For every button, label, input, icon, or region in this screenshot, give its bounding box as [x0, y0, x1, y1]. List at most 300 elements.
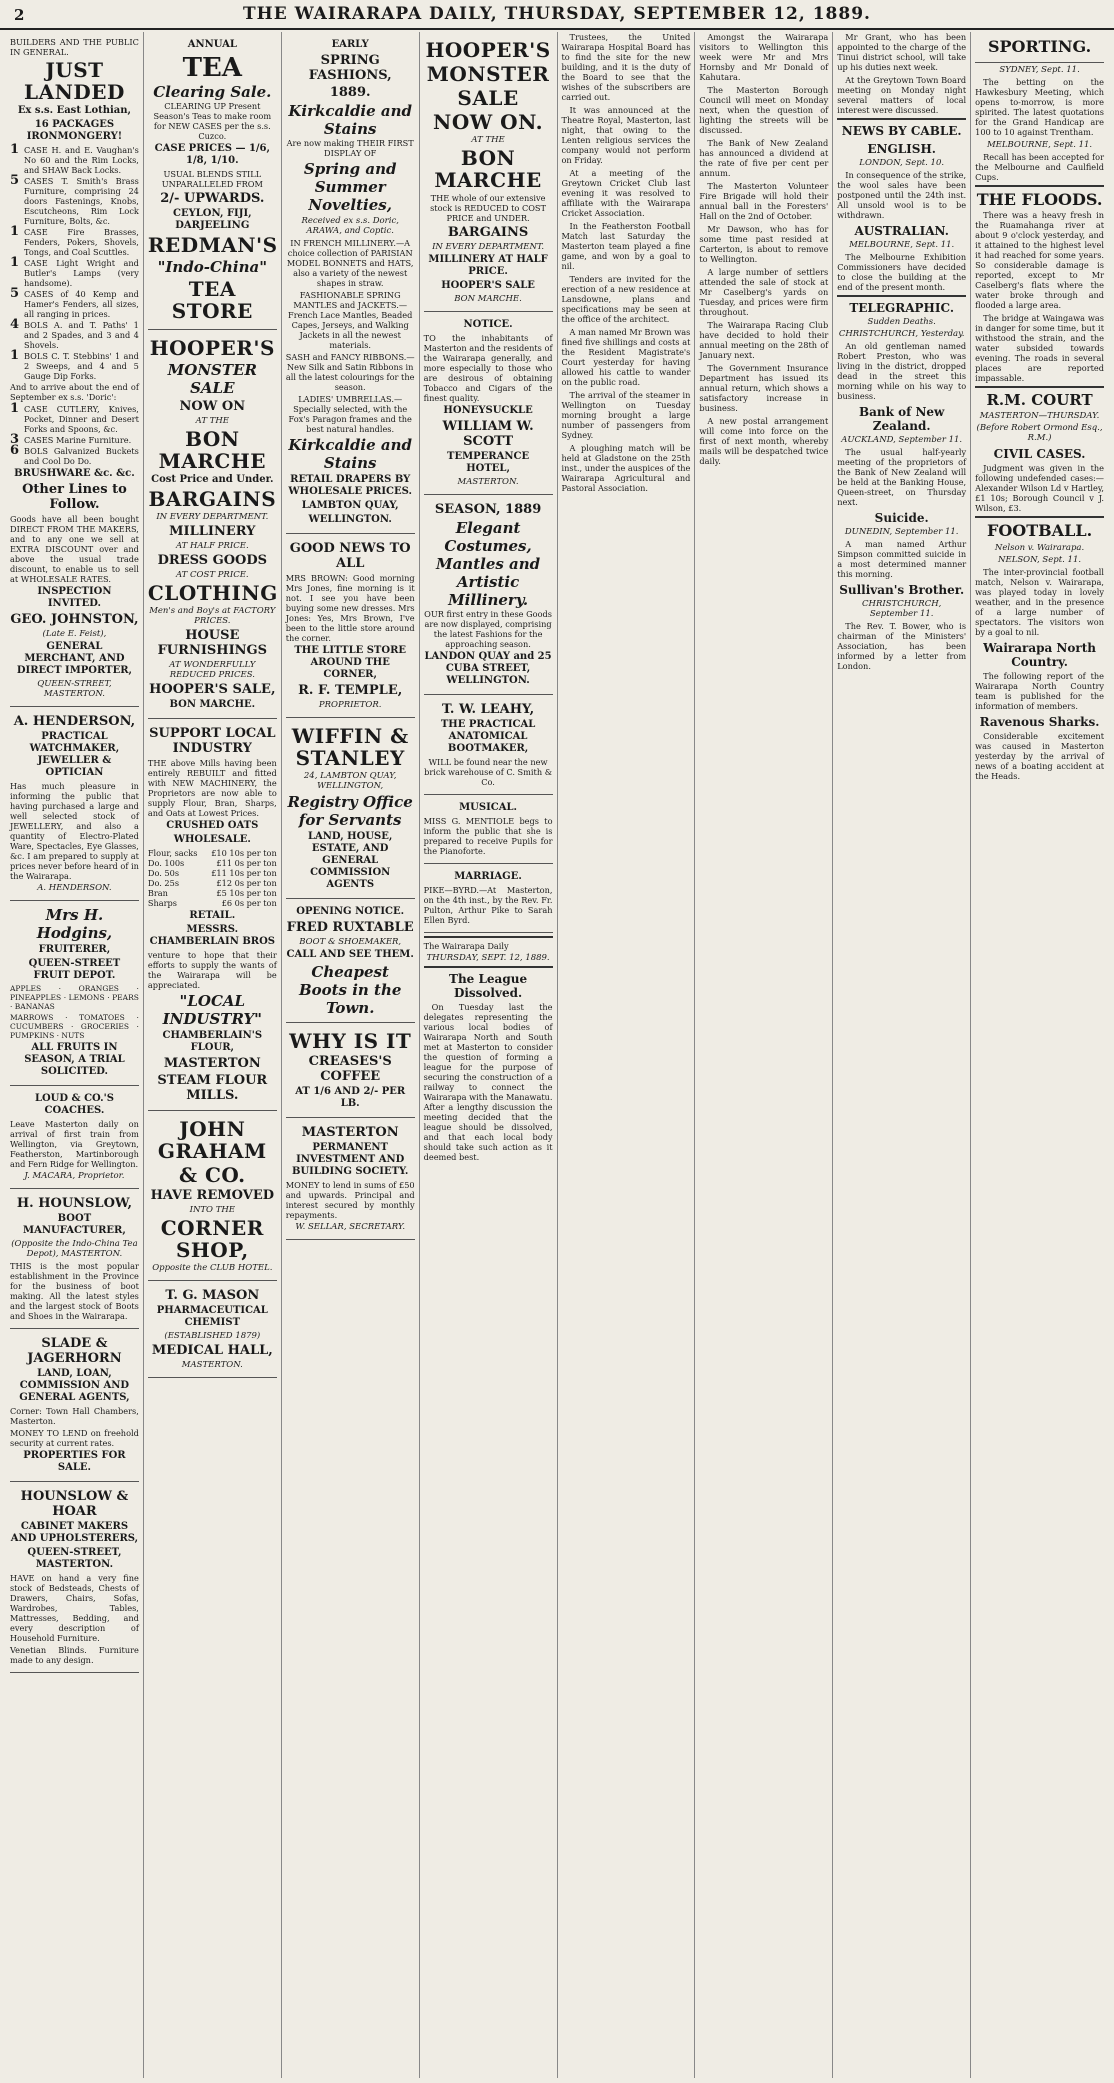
price-value: £11 10s per ton: [211, 868, 277, 878]
millinery-text-2: MILLINERY AT HALF PRICE.: [428, 254, 548, 277]
goods-note: Goods have all been bought DIRECT FROM THE MAKERS, and to any one we sell at EXTRA DISCOUNT over and above the usual trade discount, to enable us to sell at WHOLESALE RATES.: [10, 514, 139, 584]
wiffin-name: WIFFIN & STANLEY: [291, 724, 409, 770]
editorial: [424, 1002, 553, 1162]
musical-ad: [424, 795, 553, 864]
item-number: 5: [10, 286, 20, 301]
north-headline: Wairarapa North Country.: [983, 641, 1096, 669]
bon-marche-footer-2: BON MARCHE.: [454, 294, 522, 304]
support-body: THE above Mills having been entirely REBUILT and fitted with NEW MACHINERY, the Proprietors are now able to supply Flour, Bran, Sharps, and Oats at Lowest Prices.: [147, 758, 277, 818]
list-item: [10, 173, 139, 226]
news-paragraph: The Masterton Borough Council will meet on Monday next, when the question of lighting the streets will be discussed.: [699, 85, 829, 135]
hounslow-hoar-address: QUEEN-STREET, MASTERTON.: [27, 1547, 122, 1570]
masterton-heading: MASTERTON: [163, 1056, 261, 1071]
english-dateline: LONDON, Sept. 10.: [859, 158, 945, 168]
mason-ad: [148, 1281, 277, 1378]
marriage-body: PIKE—BYRD.—At Masterton, on the 4th inst., by the Rev. Fr. Pulton, Arthur Pike to Sarah Ellen Byrd.: [423, 885, 553, 925]
mason-established: (ESTABLISHED 1879): [164, 1331, 261, 1341]
clothing-sub: Men's and Boy's at FACTORY PRICES.: [149, 606, 276, 626]
suicide-dateline: DUNEDIN, September 11.: [844, 527, 959, 537]
sporting-body: The betting on the Hawkesbury Meeting, which opens to-morrow, is more spirited. The latest quotations for the Grand Handicap are 100 to 10 against Trentham.: [975, 77, 1104, 137]
slade-trade: LAND, LOAN, COMMISSION AND GENERAL AGENTS,: [19, 1368, 130, 1403]
department-text-2: IN EVERY DEPARTMENT.: [432, 242, 545, 252]
slade-ad: [10, 1329, 139, 1482]
notice-body: TO the inhabitants of Masterton and the residents of the Wairarapa generally, and more especially to those who are desirous of obtaining Tobacco and Cigars of the finest quality.: [423, 333, 553, 403]
price-from: 2/- UPWARDS.: [160, 191, 265, 206]
at-the-text: AT THE: [195, 416, 229, 426]
henderson-ad: [10, 707, 139, 901]
support-heading: SUPPORT LOCAL INDUSTRY: [149, 726, 276, 756]
north-body: The following report of the Wairarapa North Country team is published for the information of members.: [975, 671, 1104, 711]
johnston-name: GEO. JOHNSTON,: [10, 612, 139, 627]
mbis-body: MONEY to lend in sums of £50 and upwards. Principal and interest secured by monthly repayments.: [285, 1180, 415, 1220]
leahy-trade: THE PRACTICAL ANATOMICAL BOOTMAKER,: [440, 719, 536, 754]
leahy-ad: [424, 695, 553, 795]
hounslow-address: (Opposite the Indo-China Tea Depot), MASTERTON.: [11, 1239, 138, 1259]
melbourne-body: Recall has been accepted for the Melbourne and Caulfield Cups.: [975, 152, 1104, 182]
opening-notice: OPENING NOTICE.: [296, 906, 405, 917]
price-item: Do. 50s: [147, 868, 180, 878]
price-value: £10 10s per ton: [211, 848, 277, 858]
mbis-sign: W. SELLAR, SECRETARY.: [295, 1222, 406, 1232]
item-text: CASE Fire Brasses, Fenders, Pokers, Shovels, Tongs, and Coal Scuttles.: [24, 227, 139, 257]
news-paragraph: A new postal arrangement will come into force on the first of next month, whereby mails will be despatched twice daily.: [699, 416, 829, 466]
sharks-headline: Ravenous Sharks.: [979, 715, 1100, 729]
cable-news-headline: NEWS BY CABLE.: [841, 124, 962, 138]
hounslow-hoar-trade: CABINET MAKERS AND UPHOLSTERERS,: [10, 1521, 139, 1544]
early-heading: EARLY: [331, 39, 369, 50]
hoopers-sale-ad: [148, 330, 277, 719]
column-3: [282, 32, 420, 2078]
spring-summer-heading: Spring and Summer Novelties,: [303, 160, 397, 214]
masthead: [0, 0, 1114, 30]
page-number: 2: [14, 6, 25, 24]
tea-heading: TEA: [182, 53, 242, 83]
marriage-notice: [424, 864, 553, 933]
australian-dateline: MELBOURNE, Sept. 11.: [849, 240, 955, 250]
hounslow-body: THIS is the most popular establishment in the Province for the business of boot making. All the latest styles and the largest stock of Boots and Shoes in the Wairarapa.: [10, 1261, 139, 1321]
floods-body: There was a heavy fresh in the Ruamahanga river at about 9 o'clock yesterday, and it attained to the highest level it had reached for some years. So considerable damage is reported, except to Mr Caselberg's flats where the water broke through and flooded a large area.: [975, 210, 1104, 310]
henderson-body: Has much pleasure in informing the public that having purchased a large and well selected stock of JEWELLERY, and also a quantity of Electro-Plated Ware, Spectacles, Eye Glasses, &c. I am prepared to supply at prices never before heard of in the Wairarapa.: [10, 781, 139, 881]
graham-co: & CO.: [178, 1163, 246, 1187]
news-paragraph: At the Greytown Town Board meeting on Monday night several matters of local interest were discussed.: [837, 75, 967, 115]
item-number: 6: [10, 443, 20, 458]
item-number: 1: [10, 142, 20, 157]
news-paragraph: The arrival of the steamer in Wellington on Tuesday morning brought a large number of passengers from Sydney.: [561, 390, 691, 440]
call-see: CALL AND SEE THEM.: [286, 949, 414, 960]
mason-address: MASTERTON.: [181, 1360, 243, 1370]
lambton-quay: LAMBTON QUAY,: [301, 500, 399, 511]
bank-body: The usual half-yearly meeting of the proprietors of the Bank of New Zealand will be held at the Banking House, Queen-street, on Thursday next.: [837, 447, 967, 507]
list-item: [10, 348, 139, 381]
item-number: 3: [10, 432, 20, 447]
annual-heading: ANNUAL: [187, 39, 237, 50]
hounslow-trade: BOOT MANUFACTURER,: [23, 1213, 126, 1236]
divider: [975, 516, 1104, 518]
news-paragraph: The Wairarapa Racing Club have decided to hold their annual meeting on the 28th of January next.: [699, 320, 829, 360]
monster-heading: MONSTER: [426, 62, 550, 86]
fred-trade: BOOT & SHOEMAKER,: [299, 937, 402, 947]
football-headline: FOOTBALL.: [986, 521, 1093, 540]
ruxtable-ad: [286, 899, 415, 1023]
suicide-headline: Suicide.: [874, 511, 929, 525]
creases-heading: CREASES'S COFFEE: [308, 1054, 392, 1084]
medical-hall-heading: MEDICAL HALL,: [151, 1343, 273, 1358]
editorial-headline: The League Dissolved.: [449, 972, 528, 1000]
news-paragraph: At a meeting of the Greytown Cricket Club last evening it was resolved to affiliate with the Wairarapa Cricket Association.: [561, 168, 691, 218]
price-item: Do. 100s: [147, 858, 185, 868]
sporting-dateline: SYDNEY, Sept. 11.: [999, 65, 1080, 75]
bargains-heading: BARGAINS: [148, 487, 277, 511]
item-text: CASE CUTLERY, Knives, Pocket, Dinner and Desert Forks and Spoons, &c.: [24, 404, 139, 434]
novelties-body: IN FRENCH MILLINERY.—A choice collection of PARISIAN MODEL BONNETS and HATS, also a variety of the newest shapes in straw.: [286, 238, 414, 288]
price-row: [148, 868, 277, 878]
price-item: Bran: [147, 888, 168, 898]
hounslow-hoar-name: HOUNSLOW & HOAR: [20, 1489, 129, 1519]
news-paragraph: The Government Insurance Department has issued its annual return, which shows a satisfactory increase in business.: [699, 363, 829, 413]
bon-marche-heading: BON MARCHE: [158, 427, 266, 473]
corner-shop-heading: CORNER SHOP,: [160, 1216, 264, 1262]
year-heading: 1889.: [329, 85, 371, 100]
fruits-left: APPLES · ORANGES · PINEAPPLES · LEMONS · PEARS · BANANAS: [10, 984, 139, 1011]
australian-headline: AUSTRALIAN.: [854, 224, 949, 238]
list-item: [10, 443, 139, 466]
kirkcaldie-footer: Kirkcaldie and Stains: [288, 436, 413, 472]
hoopers-heading: HOOPER'S: [149, 336, 275, 360]
indo-china-name: "Indo-China": [157, 258, 268, 276]
news-paragraph: A man named Mr Brown was fined five shillings and costs at the Resident Magistrate's Court yesterday for having allowed his cattle to wander on the public road.: [561, 327, 691, 387]
hounslow-ad: [10, 1189, 139, 1329]
list-item: [10, 255, 139, 288]
clothing-heading: CLOTHING: [147, 581, 278, 605]
retail-heading: RETAIL.: [189, 910, 236, 921]
musical-body: MISS G. MENTIOLE begs to inform the public that she is prepared to receive Pupils for the Pianoforte.: [423, 816, 553, 856]
list-item: [10, 432, 139, 447]
bon-marche-footer: BON MARCHE.: [169, 699, 256, 710]
leahy-body: WILL be found near the new brick warehouse of C. Smith & Co.: [424, 757, 552, 787]
floods-body-2: The bridge at Waingawa was in danger for some time, but it withstood the strain, and the water subsided towards evening. The roads in several places are reported impassable.: [975, 313, 1104, 383]
news-paragraph: A ploughing match will be held at Gladstone on the 25th inst., under the auspices of the Wairarapa Agricultural and Pastoral Association.: [561, 443, 691, 493]
court-body: Judgment was given in the following undefended cases:—Alexander Wilson Ld v Hartley, £1 10s; Borough Council v J. Wilson, £3.: [975, 463, 1104, 513]
tea-store-heading: TEA STORE: [171, 277, 253, 323]
artistic-body: OUR first entry in these Goods are now displayed, comprising the latest Fashions for the approaching season.: [424, 609, 552, 649]
leahy-name: T. W. LEAHY,: [441, 702, 535, 717]
divider: [424, 936, 553, 938]
price-item: Sharps: [147, 898, 177, 908]
local-industry-heading: "LOCAL INDUSTRY": [162, 992, 262, 1028]
building-society-ad: [286, 1118, 415, 1240]
hoopers-heading-2: HOOPER'S: [425, 38, 551, 62]
temple-name: R. F. TEMPLE,: [298, 683, 403, 698]
brushware-heading: BRUSHWARE &c. &c.: [14, 468, 135, 479]
flour-heading: CHAMBERLAIN'S FLOUR,: [162, 1030, 263, 1053]
price-row: [148, 878, 277, 888]
bank-headline: Bank of New Zealand.: [858, 405, 945, 433]
received-text: Received ex s.s. Doric, ARAWA, and Coptic.: [301, 216, 399, 236]
costume-body: FASHIONABLE SPRING MANTLES and JACKETS.—French Lace Mantles, Beaded Capes, Jerseys, and Walking Jackets in all the newest materials.: [288, 290, 413, 350]
ironmongery-list-2: [10, 401, 139, 466]
telegraphic-headline: TELEGRAPHIC.: [849, 301, 955, 315]
redman-name: REDMAN'S: [147, 233, 278, 257]
marriage-heading: MARRIAGE.: [454, 871, 522, 882]
coffee-price: AT 1/6 AND 2/- PER LB.: [295, 1086, 406, 1109]
johnston-sub: (Late E. Feist),: [42, 629, 107, 639]
column-1: [6, 32, 144, 2078]
divider: [837, 118, 966, 120]
football-sub: Nelson v. Wairarapa.: [994, 543, 1085, 553]
coaches-ad: [10, 1086, 139, 1189]
news-paragraph: Trustees, the United Wairarapa Hospital Board has to find the site for the new building, and it is the duty of the Board to see that the wishes of the subscribers are carried out.: [561, 32, 691, 102]
artistic-heading: Artistic Millinery.: [448, 573, 529, 609]
clearing-heading: Clearing Sale.: [153, 83, 272, 101]
notice-heading: NOTICE.: [463, 319, 513, 330]
other-lines-heading: Other Lines to Follow.: [22, 482, 127, 512]
telegraphic-sub: Sudden Deaths.: [867, 317, 936, 327]
ironmongery-ad: [10, 32, 139, 707]
item-number: 1: [10, 224, 20, 239]
intro-text: BUILDERS AND THE PUBLIC IN GENERAL.: [10, 37, 139, 57]
hoopers-sale-footer-2: HOOPER'S SALE: [441, 280, 535, 291]
opposite-club-text: Opposite the CLUB HOTEL.: [152, 1263, 273, 1273]
item-number: 4: [10, 317, 20, 332]
floods-headline: THE FLOODS.: [976, 190, 1103, 209]
price-value: £12 0s per ton: [216, 878, 277, 888]
graham-name: JOHN GRAHAM: [157, 1117, 267, 1163]
inspection-heading: INSPECTION INVITED.: [37, 586, 112, 609]
item-number: 1: [10, 401, 20, 416]
fred-name: FRED RUXTABLE: [286, 920, 414, 935]
little-store-heading: THE LITTLE STORE AROUND THE CORNER,: [294, 645, 407, 680]
mbis-heading: MASTERTON: [301, 1125, 399, 1140]
hodgins-address: QUEEN-STREET FRUIT DEPOT.: [28, 958, 121, 981]
column-2: [144, 32, 282, 2078]
umbrella-body: LADIES' UMBRELLAS.—Specially selected, with the Fox's Paragon frames and the best natural handles.: [288, 394, 412, 434]
showing-text: Are now making THEIR FIRST DISPLAY OF: [286, 138, 414, 158]
temple-trade: PROPRIETOR.: [318, 700, 382, 710]
good-news-heading: GOOD NEWS TO ALL: [289, 541, 411, 571]
coach-body: Leave Masterton daily on arrival of first train from Wellington, via Greytown, Featherston, Martinborough and Fern Ridge for Wellington.: [10, 1119, 139, 1169]
discount-text: USUAL BLENDS STILL UNPARALLELED FROM: [161, 169, 263, 189]
spring-fashions-heading: SPRING FASHIONS,: [308, 53, 392, 83]
slade-address: Corner: Town Hall Chambers, Masterton.: [10, 1406, 139, 1426]
list-item: [10, 286, 139, 319]
sharks-body: Considerable excitement was caused in Masterton yesterday by the arrival of news of a boating accident at the Heads.: [975, 731, 1104, 781]
news-paragraph: Amongst the Wairarapa visitors to Wellington this week were Mr and Mrs Hornsby and Mr Donald of Kahutara.: [699, 32, 829, 82]
packages-heading: 16 PACKAGES IRONMONGERY!: [26, 119, 123, 142]
price-row: [148, 858, 277, 868]
editorial-body: On Tuesday last the delegates representing the various local bodies of Wairarapa North and South met at Masterton to consider the question of forming a league for the purpose of securing the construction of a railway to connect the Wairarapa with the Manawatu. After a lengthy discussion the meeting decided that the league should be dissolved, and that each local body should take such action as it deemed best.: [423, 1002, 553, 1162]
suicide-body: A man named Arthur Simpson committed suicide in a most determined manner this morning.: [837, 539, 967, 579]
arrival-note: And to arrive about the end of September ex s.s. 'Doric':: [10, 382, 139, 402]
just-landed-heading: JUST LANDED: [24, 58, 125, 104]
coach-name: LOUD & CO.'S COACHES.: [34, 1093, 114, 1116]
coach-sign: J. MACARA, Proprietor.: [24, 1171, 125, 1181]
scott-name: WILLIAM W. SCOTT: [442, 419, 534, 449]
into-the-text: INTO THE: [189, 1205, 236, 1215]
retail-drapers: RETAIL DRAPERS BY WHOLESALE PRICES.: [288, 474, 412, 497]
divider: [975, 386, 1104, 388]
price-value: £5 10s per ton: [216, 888, 277, 898]
half-price-text: AT HALF PRICE.: [175, 541, 249, 551]
list-item: [10, 142, 139, 175]
list-item: [10, 317, 139, 350]
elegant-heading: Elegant Costumes, Mantles and: [435, 519, 541, 573]
sullivan-dateline: CHRISTCHURCH, September 11.: [862, 599, 942, 619]
graham-ad: [148, 1111, 277, 1281]
sullivan-body: The Rev. T. Bower, who is chairman of the Ministers' Association, has been informed by a letter from London.: [837, 621, 967, 671]
kirkcaldie-ad: [286, 32, 415, 534]
monster-sale-heading: MONSTER SALE: [167, 361, 257, 397]
bargains-heading-2: BARGAINS: [447, 225, 529, 240]
musical-heading: MUSICAL.: [459, 802, 518, 813]
item-text: CASES of 40 Kemp and Hamer's Fenders, all sizes, all ranging in prices.: [24, 289, 139, 319]
sporting-headline: SPORTING.: [975, 32, 1104, 63]
why-heading: WHY IS IT: [289, 1029, 412, 1053]
scott-address: MASTERTON.: [457, 477, 519, 487]
item-number: 5: [10, 173, 20, 188]
hounslow-hoar-body: HAVE on hand a very fine stock of Bedsteads, Chests of Drawers, Chairs, Sofas, Wardrobes, Tables, Mattresses, Bedding, and every description of Household Furniture.: [10, 1573, 139, 1643]
sale-body: THE whole of our extensive stock is REDUCED to COST PRICE and UNDER.: [430, 193, 546, 223]
chamberlain-sub: venture to hope that their efforts to supply the wants of the Wairarapa will be appreciated.: [147, 950, 277, 990]
english-headline: ENGLISH.: [867, 142, 936, 156]
football-dateline: NELSON, Sept. 11.: [998, 555, 1082, 565]
mason-name: T. G. MASON: [165, 1288, 260, 1303]
fancy-body: SASH and FANCY RIBBONS.—New Silk and Satin Ribbons in all the latest colourings for the season.: [285, 352, 415, 392]
court-judge: (Before Robert Ormond Esq., R.M.): [976, 423, 1103, 443]
football-body: The inter-provincial football match, Nelson v. Wairarapa, was played today in lovely weather, and in the presence of a large number of spectators. The visitors won by a goal to nil.: [975, 567, 1104, 637]
now-on-heading: NOW ON: [179, 399, 246, 414]
hoopers-monster-ad: [424, 32, 553, 312]
sullivan-headline: Sullivan's Brother.: [839, 583, 965, 597]
price-item: Flour, sacks: [147, 848, 198, 858]
price-row: [148, 898, 277, 908]
money-lent: MONEY TO LEND on freehold security at current rates.: [10, 1428, 139, 1448]
mason-trade: PHARMACEUTICAL CHEMIST: [156, 1305, 268, 1328]
temple-ad: [286, 534, 415, 718]
court-dateline: MASTERTON—THURSDAY.: [979, 411, 1100, 421]
divider: [424, 966, 553, 968]
column-5: [558, 32, 696, 2078]
fruits-note: ALL FRUITS IN SEASON, A TRIAL SOLICITED.: [24, 1042, 125, 1077]
steam-flour-heading: STEAM FLOUR MILLS.: [157, 1073, 268, 1103]
news-paragraph: In the Featherston Football Match last Saturday the Masterton team played a fine game, and won by a goal to nil.: [561, 221, 691, 271]
item-text: BOLS A. and T. Paths' 1 and 2 Spades, and 3 and 4 Shovels.: [24, 320, 139, 350]
news-paragraph: The Masterton Volunteer Fire Brigade will hold their annual ball in the Foresters' Hall on the 2nd of October.: [699, 181, 829, 221]
properties-heading: PROPERTIES FOR SALE.: [23, 1450, 126, 1473]
price-row: [148, 848, 277, 858]
tobacco-notice: [424, 312, 553, 495]
item-number: 1: [10, 348, 20, 363]
tea-sale-ad: [148, 32, 277, 330]
fruits-right: MARROWS · TOMATOES · CUCUMBERS · GROCERIES · PUMPKINS · NUTS: [10, 1013, 139, 1040]
henderson-sign: A. HENDERSON.: [37, 883, 112, 893]
item-text: CASES T. Smith's Brass Furniture, comprising 24 doors Fastenings, Knobs, Escutcheons, Rim Lock Furniture, Bolts, &c.: [24, 176, 139, 226]
news-paragraph: The Bank of New Zealand has announced a dividend at the rate of five per cent per annum.: [699, 138, 829, 178]
crushed-oats-heading: CRUSHED OATS: [166, 820, 259, 831]
bon-marche-heading-2: BON MARCHE: [434, 146, 542, 192]
item-text: CASES Marine Furniture.: [24, 435, 132, 445]
column-4: [420, 32, 558, 2078]
column-8: [971, 32, 1108, 2078]
season-heading: SEASON, 1889: [434, 502, 542, 517]
millinery-heading: MILLINERY: [169, 524, 256, 539]
columns: [6, 32, 1108, 2078]
telegraphic-body: An old gentleman named Robert Preston, who was living in the district, dropped dead in the street this morning while on his way to business.: [837, 341, 967, 401]
furnishings-sub: AT WONDERFULLY REDUCED PRICES.: [169, 660, 256, 680]
johnston-trade: GENERAL MERCHANT, AND DIRECT IMPORTER,: [16, 641, 132, 676]
news-paragraph: It was announced at the Theatre Royal, Masterton, last night, that owing to the Lenten religious services the company would not perform on Friday.: [561, 105, 691, 165]
at-the-text-2: AT THE: [471, 135, 505, 145]
item-text: CASE Light Wright and Butler's Lamps (very handsome).: [24, 258, 139, 288]
hodgins-name: Mrs H. Hodgins,: [36, 906, 113, 942]
price-value: £11 0s per ton: [216, 858, 277, 868]
column-6: [695, 32, 833, 2078]
department-text: IN EVERY DEPARTMENT.: [156, 512, 269, 522]
sale-heading: SALE: [457, 86, 519, 110]
news-paragraph: Mr Grant, who has been appointed to the charge of the Tinui district school, will take up his duties next week.: [837, 32, 967, 72]
honeysuckle-heading: HONEYSUCKLE: [443, 405, 533, 416]
hodgins-ad: [10, 901, 139, 1086]
bank-dateline: AUCKLAND, September 11.: [841, 435, 963, 445]
newspaper-title: THE WAIRARAPA DAILY, THURSDAY, SEPTEMBER 12, 1889.: [243, 4, 871, 24]
news-paragraph: Mr Dawson, who has for some time past resided at Carterton, is about to remove to Wellington.: [699, 224, 829, 264]
landon-address: LANDON QUAY and 25 CUBA STREET, WELLINGTON.: [424, 651, 552, 686]
hounslow-hoar-ad: [10, 1482, 139, 1673]
cost-price-heading: Cost Price and Under.: [151, 474, 274, 485]
list-item: [10, 401, 139, 434]
mbis-sub: PERMANENT INVESTMENT AND BUILDING SOCIETY.: [292, 1142, 409, 1177]
removed-heading: HAVE REMOVED: [150, 1188, 275, 1203]
list-item: [10, 224, 139, 257]
news-paragraph: A large number of settlers attended the sale of stock at Mr Caselberg's yards on Tuesday, and prices were firm throughout.: [699, 267, 829, 317]
wiffin-address: 24, LAMBTON QUAY, WELLINGTON,: [303, 771, 397, 791]
slade-name: SLADE & JAGERHORN: [27, 1336, 122, 1366]
hodgins-trade: FRUITERER,: [38, 944, 111, 955]
scott-trade: TEMPERANCE HOTEL,: [447, 451, 530, 474]
item-text: BOLS C. T. Stebbins' 1 and 2 Sweeps, and 4 and 5 Gauge Dip Forks.: [24, 351, 139, 381]
now-on-heading-2: NOW ON.: [433, 110, 544, 134]
dress-goods-heading: DRESS GOODS: [157, 553, 268, 568]
column-7: [833, 32, 971, 2078]
clearing-body: CLEARING UP Present Season's Teas to make room for NEW CASES per the s.s. Cuzco.: [153, 101, 272, 141]
divider: [837, 295, 966, 297]
cheapest-boots: Cheapest Boots in the Town.: [298, 963, 402, 1017]
season-ad: [424, 495, 553, 695]
australian-body: The Melbourne Exhibition Commissioners have decided to close the building at the end of the present month.: [837, 252, 967, 292]
court-sub: CIVIL CASES.: [993, 447, 1086, 461]
melbourne-dateline: MELBOURNE, Sept. 11.: [986, 140, 1093, 150]
registry-heading: Registry Office for Servants: [287, 793, 413, 829]
coffee-ad: [286, 1023, 415, 1118]
henderson-name: A. HENDERSON,: [13, 714, 136, 729]
english-body: In consequence of the strike, the wool sales have been postponed until the 24th inst. All unsold wool is to be withdrawn.: [837, 170, 967, 220]
price-row: [148, 888, 277, 898]
hounslow-name: H. HOUNSLOW,: [16, 1196, 132, 1211]
ironmongery-list: [10, 142, 139, 381]
henderson-trade: PRACTICAL WATCHMAKER, JEWELLER & OPTICIAN: [29, 731, 120, 778]
price-table: [148, 848, 277, 908]
divider: [975, 185, 1104, 187]
item-text: CASE H. and E. Vaughan's No 60 and the Rim Locks, and SHAW Back Locks.: [24, 145, 139, 175]
johnston-address: QUEEN-STREET, MASTERTON.: [37, 679, 112, 699]
paper-name: The Wairarapa Daily: [423, 941, 509, 951]
ship-name: Ex s.s. East Lothian,: [17, 105, 132, 116]
kirkcaldie-name: Kirkcaldie and Stains: [288, 102, 413, 138]
chamberlain-name: MESSRS. CHAMBERLAIN BROS: [149, 924, 276, 947]
hoopers-sale-footer: HOOPER'S SALE,: [149, 682, 276, 697]
item-text: BOLS Galvanized Buckets and Cool Do Do.: [24, 446, 139, 466]
item-number: 1: [10, 255, 20, 270]
court-headline: R.M. COURT: [986, 391, 1093, 409]
